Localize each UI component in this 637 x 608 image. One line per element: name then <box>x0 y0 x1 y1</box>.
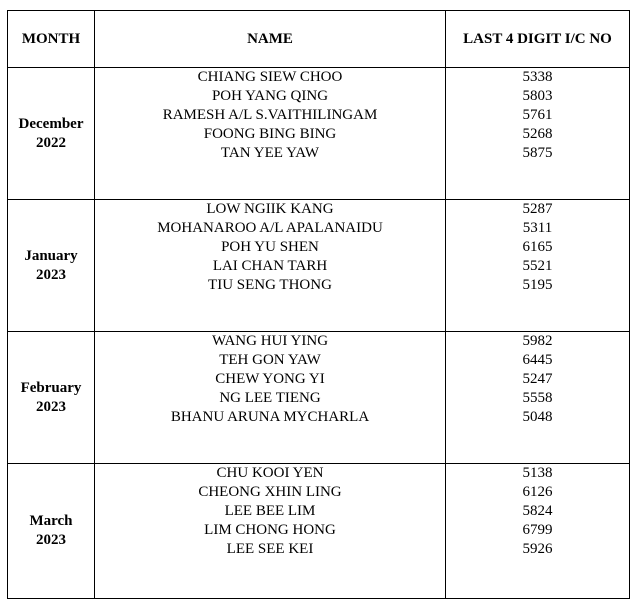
table-row-january <box>8 200 630 332</box>
ic-item: 5761 <box>522 107 553 123</box>
name-item: LOW NGIIK KANG <box>206 201 334 217</box>
ic-item: 5338 <box>522 69 553 85</box>
name-item: CHIANG SIEW CHOO <box>197 69 343 85</box>
name-list <box>95 68 446 200</box>
name-list <box>95 464 446 599</box>
name-item: TIU SENG THONG <box>208 277 332 293</box>
ic-item: 5311 <box>522 220 553 236</box>
ic-item: 5195 <box>522 277 553 293</box>
name-item: WANG HUI YING <box>211 333 329 349</box>
ic-item: 5926 <box>522 541 553 557</box>
ic-item: 5287 <box>522 201 553 217</box>
ic-item: 5048 <box>522 409 553 425</box>
table-body <box>8 68 630 599</box>
name-item: POH YANG QING <box>211 88 329 104</box>
year-label: 2023 <box>36 532 66 548</box>
month-label: February <box>20 379 82 396</box>
winners-table <box>7 10 630 599</box>
ic-item: 5875 <box>522 145 553 161</box>
name-item: LAI CHAN TARH <box>212 258 328 274</box>
name-item: POH YU SHEN <box>221 239 319 255</box>
name-item: CHEW YONG YI <box>215 371 325 387</box>
ic-item: 5521 <box>522 258 553 274</box>
month-label: December <box>18 115 84 132</box>
name-item: CHU KOOI YEN <box>216 465 324 481</box>
name-item: CHEONG XHIN LING <box>198 484 342 500</box>
ic-item: 5558 <box>522 390 553 406</box>
month-label: March <box>29 513 73 529</box>
ic-item: 5268 <box>522 126 553 142</box>
month-label: January <box>24 247 78 264</box>
name-item: FOONG BING BING <box>203 126 337 142</box>
name-item: MOHANAROO A/L APALANAIDU <box>157 220 383 236</box>
table-row-march <box>8 464 630 599</box>
month-cell <box>8 68 95 200</box>
month-cell <box>8 200 95 332</box>
ic-item: 5824 <box>522 503 553 519</box>
year-label: 2023 <box>36 266 66 283</box>
name-item: TEH GON YAW <box>219 352 321 368</box>
name-list <box>95 332 446 464</box>
month-column-header: MONTH <box>8 11 95 68</box>
name-item: LEE BEE LIM <box>224 503 316 519</box>
table-row-february <box>8 332 630 464</box>
name-item: NG LEE TIENG <box>219 390 321 406</box>
ic-list <box>446 464 630 599</box>
name-item: TAN YEE YAW <box>220 145 320 161</box>
ic-item: 5803 <box>522 88 553 104</box>
ic-item: 5247 <box>522 371 553 387</box>
month-cell <box>8 464 95 599</box>
ic-item: 6165 <box>522 239 553 255</box>
ic-item: 6799 <box>522 522 553 538</box>
name-item: LIM CHONG HONG <box>204 522 336 538</box>
month-cell <box>8 332 95 464</box>
ic-item: 6126 <box>522 484 553 500</box>
year-label: 2022 <box>36 134 66 151</box>
ic-item: 5138 <box>522 465 553 481</box>
table-row-december <box>8 68 630 200</box>
ic-item: 5982 <box>522 333 553 349</box>
ic-item: 6445 <box>522 352 553 368</box>
name-list <box>95 200 446 332</box>
header-row <box>8 11 630 68</box>
ic-list <box>446 68 630 200</box>
ic-column-header: LAST 4 DIGIT I/C NO <box>446 11 630 68</box>
year-label: 2023 <box>36 398 66 415</box>
ic-list <box>446 332 630 464</box>
ic-list <box>446 200 630 332</box>
name-item: BHANU ARUNA MYCHARLA <box>170 409 370 425</box>
name-item: LEE SEE KEI <box>226 541 314 557</box>
name-item: RAMESH A/L S.VAITHILINGAM <box>162 107 378 123</box>
name-column-header: NAME <box>95 11 446 68</box>
table-header <box>8 11 630 68</box>
